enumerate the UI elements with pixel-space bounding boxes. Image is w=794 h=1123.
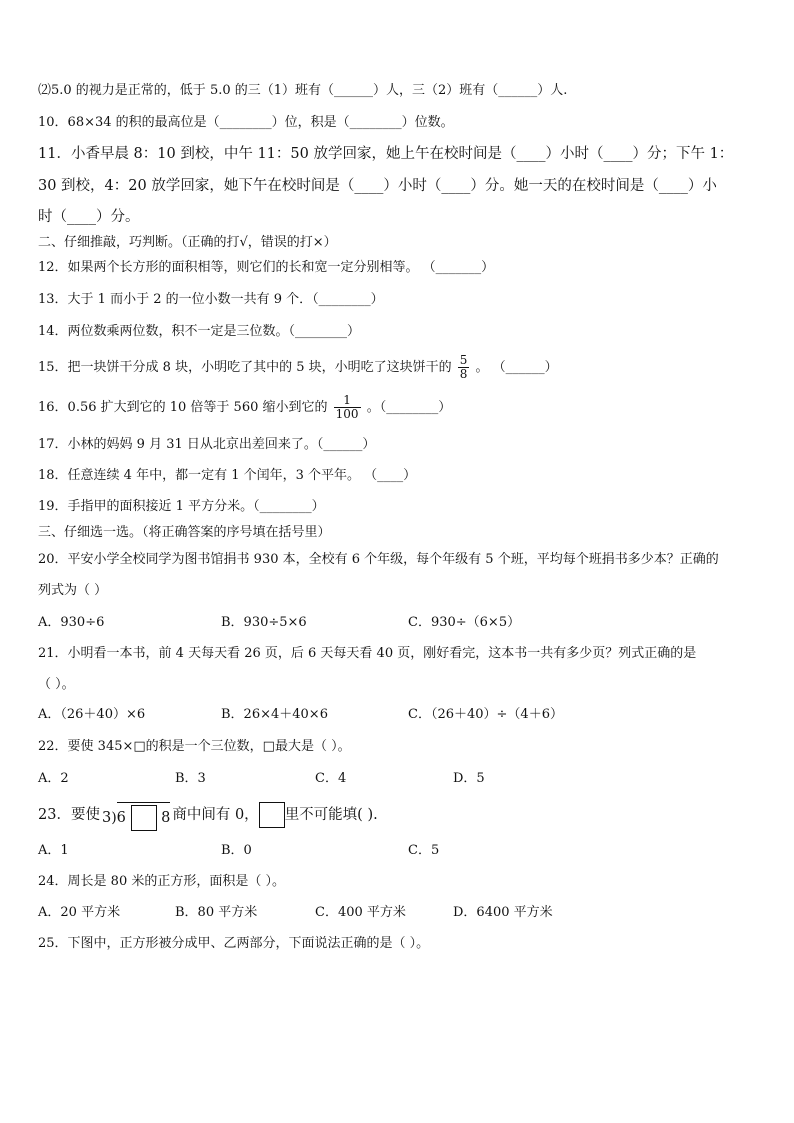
q20-option-b: B．930÷5×6	[221, 615, 307, 630]
dividend-digit-1: 6	[116, 810, 126, 826]
q21-option-a: A．（26＋40）×6	[38, 707, 146, 722]
q20-option-c: C．930÷（6×5）	[408, 615, 521, 630]
question-19: 19．手指甲的面积接近 1 平方分米。（________）	[38, 499, 325, 514]
question-23-prefix: 23．要使	[38, 807, 100, 823]
question-25: 25．下图中，正方形被分成甲、乙两部分，下面说法正确的是（ ）。	[38, 936, 430, 951]
question-22: 22．要使 345×□的积是一个三位数，□最大是（ ）。	[38, 739, 351, 754]
question-24: 24．周长是 80 米的正方形，面积是（ ）。	[38, 874, 285, 889]
blank-box	[131, 805, 157, 831]
fraction-denominator: 100	[335, 407, 359, 421]
question-15	[38, 354, 764, 382]
q23-option-b: B．0	[221, 843, 252, 858]
fraction-five-eighths	[458, 354, 470, 381]
question-15-answer-blank: 。 （______）	[475, 360, 558, 375]
dividend	[117, 802, 171, 832]
question-16-answer-blank: 。（________）	[366, 400, 452, 415]
q24-option-d: D．6400 平方米	[453, 905, 553, 920]
question-17: 17．小林的妈妈 9 月 31 日从北京出差回来了。（______）	[38, 437, 376, 452]
q20-option-a: A．930÷6	[38, 615, 105, 630]
dividend-digit-3: 8	[161, 810, 171, 826]
long-division-expression	[102, 802, 170, 828]
q21-option-b: B．26×4＋40×6	[221, 707, 328, 722]
question-16-text: 16．0.56 扩大到它的 10 倍等于 560 缩小到它的	[38, 400, 328, 415]
question-23-suffix: 里不可能填( ).	[284, 807, 378, 823]
q24-option-c: C．400 平方米	[315, 905, 406, 920]
question-21-line1: 21．小明看一本书，前 4 天每天看 26 页，后 6 天每天看 40 页，刚好看完，这本书一共有多少页？列式正确的是	[38, 646, 697, 661]
question-9-part2: ⑵5.0 的视力是正常的，低于 5.0 的三（1）班有（______）人，三（2）班有（______）人.	[38, 83, 568, 98]
fraction-denominator: 8	[459, 367, 468, 381]
q22-option-d: D．5	[453, 771, 485, 786]
question-23	[38, 801, 764, 829]
question-15-text: 15．把一块饼干分成 8 块，小明吃了其中的 5 块，小明吃了这块饼干的	[38, 360, 452, 375]
question-21-line2: （ ）。	[38, 677, 75, 692]
question-23-middle: 商中间有 0，	[172, 807, 259, 823]
divisor: 3	[101, 810, 112, 826]
q21-option-c: C．（26＋40）÷（4＋6）	[408, 707, 563, 722]
q22-option-a: A．2	[38, 771, 69, 786]
section-3-heading: 三、仔细选一选。（将正确答案的序号填在括号里）	[38, 525, 331, 540]
division-bracket-icon: )	[111, 810, 117, 826]
question-14: 14．两位数乘两位数，积不一定是三位数。（________）	[38, 324, 361, 339]
question-11-line2: 30 到校，4：20 放学回家，她下午在校时间是（____）小时（____）分。她一天的在校时间是（____）小	[38, 178, 717, 194]
question-20-line2: 列式为（ ）	[38, 583, 108, 598]
question-13: 13．大于 1 而小于 2 的一位小数一共有 9 个．（________）	[38, 292, 384, 307]
q22-option-c: C．4	[315, 771, 347, 786]
fraction-numerator: 5	[459, 353, 468, 367]
q24-option-b: B．80 平方米	[175, 905, 258, 920]
q23-option-c: C．5	[408, 843, 440, 858]
fraction-numerator: 1	[334, 394, 361, 408]
q22-option-b: B．3	[175, 771, 206, 786]
question-12: 12．如果两个长方形的面积相等，则它们的长和宽一定分别相等。 （_______）	[38, 260, 495, 275]
question-20-line1: 20．平安小学全校同学为图书馆捐书 930 本，全校有 6 个年级，每个年级有 5 个班，平均每个班捐书多少本？正确的	[38, 552, 719, 567]
section-2-heading: 二、仔细推敲，巧判断。（正确的打√，错误的打×）	[38, 235, 337, 250]
question-11-line1: 11．小香早晨 8：10 到校，中午 11：50 放学回家，她上午在校时间是（____）小时（____）分；下午 1：	[38, 146, 734, 162]
question-16	[38, 394, 764, 422]
q23-option-a: A．1	[38, 843, 69, 858]
question-11-line3: 时（____）分。	[38, 209, 140, 225]
q24-option-a: A．20 平方米	[38, 905, 121, 920]
question-10: 10．68×34 的积的最高位是（________）位，积是（________）位数。	[38, 115, 454, 130]
question-18: 18．任意连续 4 年中，都一定有 1 个闰年，3 个平年。 （____）	[38, 468, 417, 483]
fraction-one-hundredth	[334, 394, 361, 421]
blank-box-reference	[259, 802, 285, 828]
